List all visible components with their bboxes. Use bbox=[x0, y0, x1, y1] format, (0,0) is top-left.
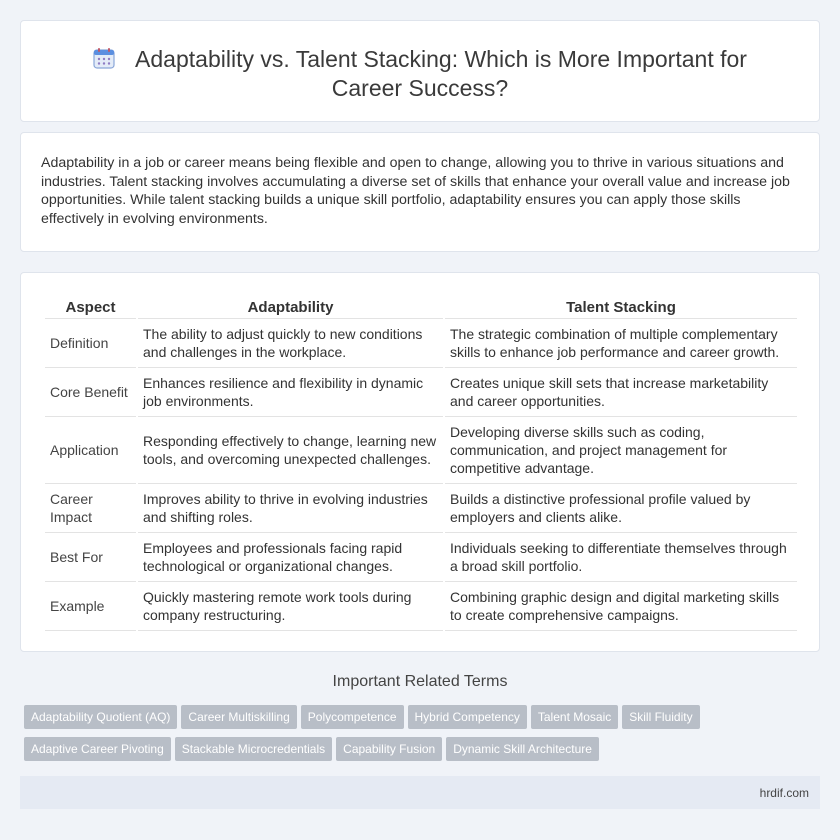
calendar-icon bbox=[93, 47, 115, 69]
tag-adaptability-quotient[interactable]: Adaptability Quotient (AQ) bbox=[24, 705, 177, 729]
row-talent-stacking: Builds a distinctive professional profile valued by employers and clients alike. bbox=[445, 484, 797, 533]
footer bbox=[20, 776, 820, 809]
comparison-table bbox=[43, 297, 799, 631]
tag-capability-fusion[interactable]: Capability Fusion bbox=[336, 737, 442, 761]
row-aspect: Application bbox=[45, 417, 136, 484]
row-talent-stacking: Creates unique skill sets that increase marketability and career opportunities. bbox=[445, 368, 797, 417]
row-aspect: Best For bbox=[45, 533, 136, 582]
row-adaptability: The ability to adjust quickly to new conditions and challenges in the workplace. bbox=[138, 319, 443, 368]
tag-skill-fluidity[interactable]: Skill Fluidity bbox=[622, 705, 699, 729]
tag-talent-mosaic[interactable]: Talent Mosaic bbox=[531, 705, 618, 729]
table-row bbox=[45, 417, 797, 484]
intro-card bbox=[20, 132, 820, 252]
row-adaptability: Quickly mastering remote work tools during company restructuring. bbox=[138, 582, 443, 631]
row-aspect: Definition bbox=[45, 319, 136, 368]
tag-stackable-microcredentials[interactable]: Stackable Microcredentials bbox=[175, 737, 332, 761]
tag-dynamic-skill-architecture[interactable]: Dynamic Skill Architecture bbox=[446, 737, 599, 761]
footer-site-link[interactable]: hrdif.com bbox=[759, 786, 809, 800]
table-row bbox=[45, 368, 797, 417]
table-row bbox=[45, 484, 797, 533]
tag-career-multiskilling[interactable]: Career Multiskilling bbox=[181, 705, 296, 729]
table-row bbox=[45, 533, 797, 582]
row-talent-stacking: Developing diverse skills such as coding, communication, and project management for competitive advantage. bbox=[445, 417, 797, 484]
header-adaptability: Adaptability bbox=[138, 297, 443, 319]
row-aspect: Example bbox=[45, 582, 136, 631]
row-adaptability: Enhances resilience and flexibility in dynamic job environments. bbox=[138, 368, 443, 417]
tag-polycompetence[interactable]: Polycompetence bbox=[301, 705, 404, 729]
row-adaptability: Employees and professionals facing rapid technological or organizational changes. bbox=[138, 533, 443, 582]
row-adaptability: Responding effectively to change, learning new tools, and overcoming unexpected challenges. bbox=[138, 417, 443, 484]
row-adaptability: Improves ability to thrive in evolving industries and shifting roles. bbox=[138, 484, 443, 533]
related-terms-list bbox=[24, 705, 784, 769]
table-header-row bbox=[45, 297, 797, 319]
header-card bbox=[20, 20, 820, 122]
title-line-2: Career Success? bbox=[331, 75, 509, 101]
tag-adaptive-career-pivoting[interactable]: Adaptive Career Pivoting bbox=[24, 737, 171, 761]
table-row bbox=[45, 582, 797, 631]
row-talent-stacking: The strategic combination of multiple complementary skills to enhance job performance and career growth. bbox=[445, 319, 797, 368]
row-talent-stacking: Individuals seeking to differentiate themselves through a broad skill portfolio. bbox=[445, 533, 797, 582]
header-aspect: Aspect bbox=[45, 297, 136, 319]
row-aspect: Career Impact bbox=[45, 484, 136, 533]
title-line-1: Adaptability vs. Talent Stacking: Which is More Important for bbox=[135, 46, 747, 72]
row-talent-stacking: Combining graphic design and digital marketing skills to create comprehensive campaigns. bbox=[445, 582, 797, 631]
related-terms-title: Important Related Terms bbox=[332, 673, 508, 690]
page-title bbox=[21, 45, 819, 103]
tag-hybrid-competency[interactable]: Hybrid Competency bbox=[408, 705, 527, 729]
comparison-card bbox=[20, 272, 820, 652]
table-row bbox=[45, 319, 797, 368]
row-aspect: Core Benefit bbox=[45, 368, 136, 417]
header-talent-stacking: Talent Stacking bbox=[445, 297, 797, 319]
intro-paragraph: Adaptability in a job or career means being flexible and open to change, allowing you to thrive in various situations and industries. Talent stacking involves accumulating a diverse set of skills that enhance your overall value and increase job opportunities. While talent stacking builds a unique skill portfolio, adaptability ensures you can apply those skills effectively in evolving environments. bbox=[41, 155, 790, 227]
